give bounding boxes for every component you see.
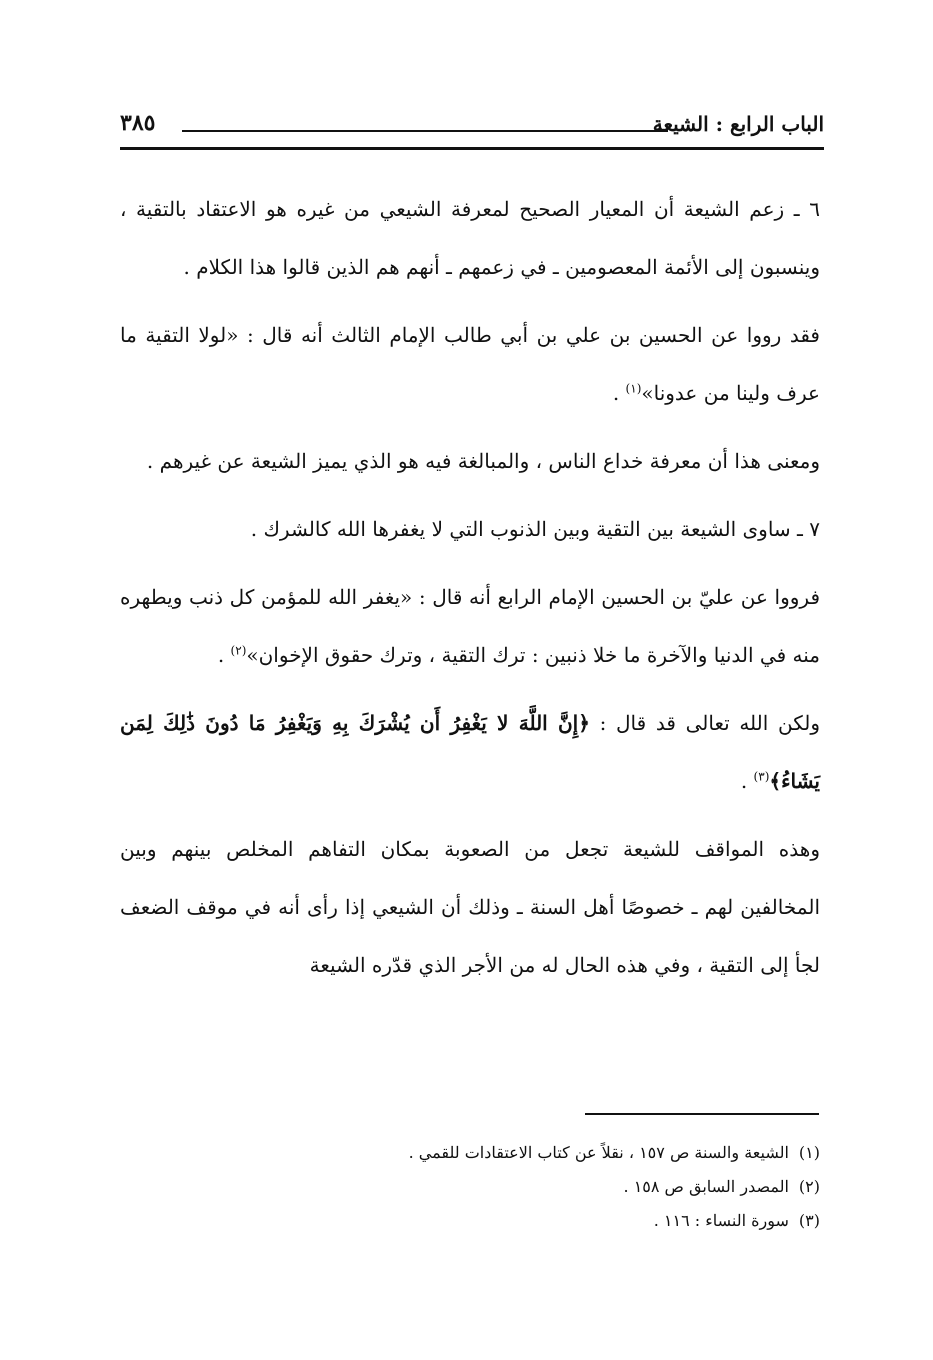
paragraph: وهذه المواقف للشيعة تجعل من الصعوبة بمكان التفاهم المخلص بينهم وبين المخالفين لهم ـ خصوصًا أهل السنة ـ وذلك أن الشيعي إذا رأى أنه في موقف الضعف لجأ إلى التقية ، وفي هذه الحال له من الأجر الذي قدّره الشيعة (120, 837, 820, 977)
header-divider (182, 130, 668, 132)
footnote-ref: (٢) (230, 643, 247, 658)
footnote-text: الشيعة والسنة ص ١٥٧ ، نقلاً عن كتاب الاعتقادات للقمي . (408, 1143, 789, 1162)
paragraph: فرووا عن عليّ بن الحسين الإمام الرابع أنه قال : «يغفر الله للمؤمن كل ذنب ويطهره منه في الدنيا والآخرة ما خلا ذنبين : ترك التقية ، وترك حقوق الإخوان»$^{(٢)}$ . (120, 585, 820, 667)
footnote-number: (٣) (798, 1211, 820, 1230)
paragraph: ٧ ـ ساوى الشيعة بين التقية وبين الذنوب التي لا يغفرها الله كالشرك . (250, 517, 820, 541)
paragraph: ولكن الله تعالى قد قال : ﴿إِنَّ اللَّهَ لا يَغْفِرُ أَن يُشْرَكَ بِهِ وَيَغْفِرُ مَا دُونَ ذَٰلِكَ لِمَن يَشَاءُ﴾$^{(٣)}$ . (120, 711, 820, 793)
footnote-text: المصدر السابق ص ١٥٨ . (623, 1177, 789, 1196)
header-rule (120, 147, 824, 150)
footnote-text: سورة النساء : ١١٦ . (653, 1211, 789, 1230)
footnote-ref: (٣) (753, 769, 770, 784)
page-header (120, 112, 824, 142)
body-text (120, 180, 820, 1004)
footnote-number: (٢) (798, 1177, 820, 1196)
quran-verse: ﴿إِنَّ اللَّهَ لا يَغْفِرُ أَن يُشْرَكَ بِهِ وَيَغْفِرُ مَا دُونَ ذَٰلِكَ لِمَن يَشَاءُ﴾ (120, 711, 820, 793)
footnote-number: (١) (798, 1143, 820, 1162)
footnotes (120, 1136, 820, 1238)
footnote (120, 1170, 820, 1204)
chapter-title: الباب الرابع : الشيعة (652, 112, 824, 136)
footnote-ref: (١) (625, 381, 642, 396)
paragraph: ٦ ـ زعم الشيعة أن المعيار الصحيح لمعرفة الشيعي من غيره هو الاعتقاد بالتقية ، وينسبون إلى الأئمة المعصومين ـ في زعمهم ـ أنهم هم الذين قالوا هذا الكلام . (120, 197, 820, 279)
paragraph: ومعنى هذا أن معرفة خداع الناس ، والمبالغة فيه هو الذي يميز الشيعة عن غيرهم . (146, 449, 820, 473)
footnote (120, 1136, 820, 1170)
footnote-divider (585, 1113, 819, 1115)
paragraph: فقد رووا عن الحسين بن علي بن أبي طالب الإمام الثالث أنه قال : «لولا التقية ما عرف ولينا من عدونا»$^{(١)}$ . (120, 323, 820, 405)
footnote (120, 1204, 820, 1238)
page-number: ٣٨٥ (120, 110, 156, 136)
